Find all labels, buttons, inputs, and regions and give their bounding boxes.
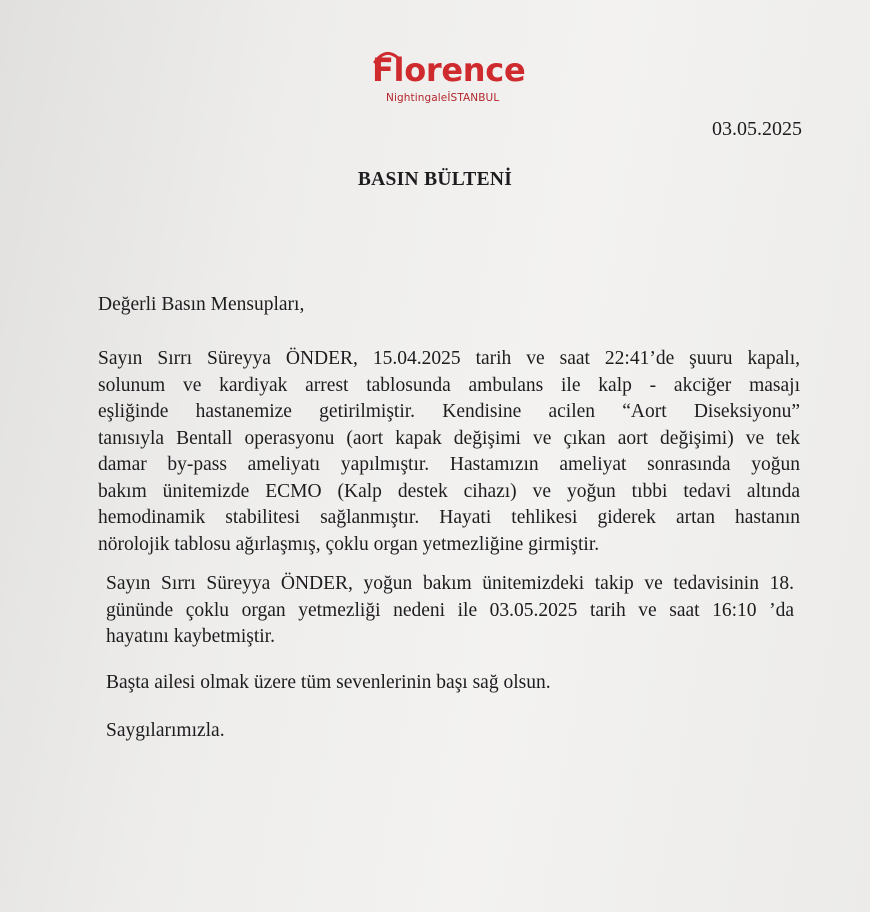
text-line: bakım ünitemizde ECMO (Kalp destek cihazı) ve yoğun tıbbi tedavi altında bbox=[98, 480, 800, 502]
text-line: gününde çoklu organ yetmezliği nedeni ile 03.05.2025 tarih ve saat 16:10 ’da bbox=[106, 599, 794, 621]
text-line: eşliğinde hastanemize getirilmiştir. Kendisine acilen “Aort Diseksiyonu” bbox=[98, 401, 800, 422]
florence-logo bbox=[372, 46, 542, 110]
condolence-line: Başta ailesi olmak üzere tüm sevenlerinin başı sağ olsun. bbox=[106, 672, 551, 693]
logo-subtitle: NightingaleİSTANBUL bbox=[386, 92, 500, 104]
text-line: solunum ve kardiyak arrest tablosunda ambulans ile kalp - akciğer masajı bbox=[98, 374, 800, 396]
text-line: Sayın Sırrı Süreyya ÖNDER, 15.04.2025 tarih ve saat 22:41’de şuuru kapalı, bbox=[98, 348, 800, 369]
document-title: BASIN BÜLTENİ bbox=[357, 169, 513, 190]
text-line: nörolojik tablosu ağırlaşmış, çoklu organ yetmezliğine girmiştir. bbox=[98, 533, 600, 555]
paragraph-2 bbox=[106, 571, 794, 651]
text-line: Sayın Sırrı Süreyya ÖNDER, yoğun bakım ünitemizdeki takip ve tedavisinin 18. bbox=[106, 573, 794, 594]
paragraph-1 bbox=[98, 346, 800, 558]
text-line: tanısıyla Bentall operasyonu (aort kapak değişimi ve çıkan aort değişimi) ve tek bbox=[98, 427, 800, 449]
logo-wordmark: Florence bbox=[372, 51, 526, 89]
closing-line: Saygılarımızla. bbox=[106, 720, 225, 741]
salutation: Değerli Basın Mensupları, bbox=[98, 294, 305, 315]
text-line: hayatını kaybetmiştir. bbox=[106, 626, 275, 647]
text-line: damar by-pass ameliyatı yapılmıştır. Hastamızın ameliyat sonrasında yoğun bbox=[98, 454, 800, 475]
text-line: hemodinamik stabilitesi sağlanmıştır. Hayati tehlikesi giderek artan hastanın bbox=[98, 507, 800, 528]
document-date: 03.05.2025 bbox=[712, 118, 802, 140]
